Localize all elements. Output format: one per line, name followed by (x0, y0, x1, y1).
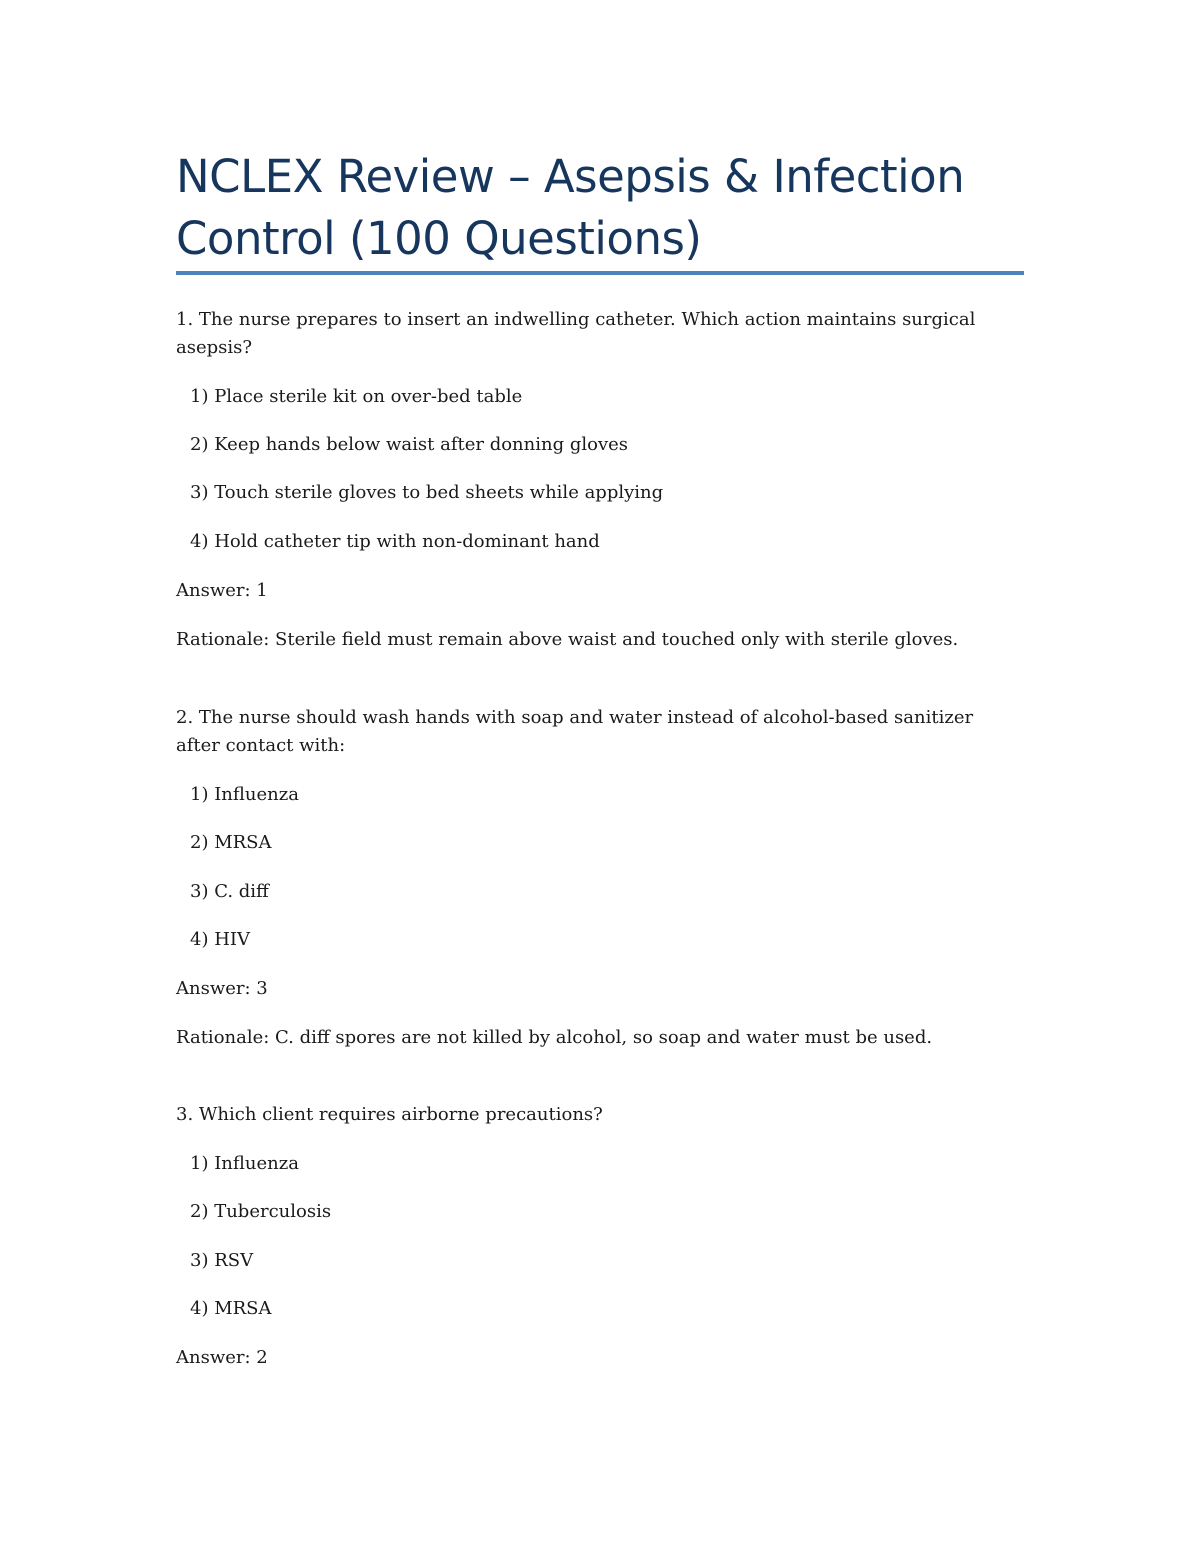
answer-option: 2) Keep hands below waist after donning gloves (190, 434, 629, 455)
answer-key: Answer: 1 (176, 580, 268, 601)
answer-option: 1) Influenza (190, 784, 299, 805)
answer-option: 3) Touch sterile gloves to bed sheets while applying (190, 482, 664, 503)
question-stem: 3. Which client requires airborne precautions? (176, 1104, 603, 1125)
answer-option: 3) C. diff (190, 881, 269, 902)
answer-key: Answer: 2 (176, 1347, 268, 1368)
answer-option: 3) RSV (190, 1250, 254, 1271)
answer-option: 4) MRSA (190, 1298, 272, 1319)
question-stem: 1. The nurse prepares to insert an indwelling catheter. Which action maintains surgical asepsis? (176, 309, 976, 358)
answer-option: 2) Tuberculosis (190, 1201, 332, 1222)
answer-option: 1) Influenza (190, 1153, 299, 1174)
answer-option: 1) Place sterile kit on over-bed table (190, 386, 523, 407)
answer-option: 2) MRSA (190, 832, 272, 853)
rationale-text: Rationale: C. diff spores are not killed by alcohol, so soap and water must be used. (176, 1027, 933, 1048)
answer-key: Answer: 3 (176, 978, 268, 999)
answer-option: 4) HIV (190, 929, 251, 950)
title-underline (176, 271, 1024, 275)
answer-option: 4) Hold catheter tip with non-dominant hand (190, 531, 600, 552)
question-stem: 2. The nurse should wash hands with soap and water instead of alcohol-based sanitizer after contact with: (176, 707, 974, 756)
rationale-text: Rationale: Sterile field must remain above waist and touched only with sterile gloves. (176, 629, 959, 650)
document-title: NCLEX Review – Asepsis & Infection Control (100 Questions) (176, 150, 965, 265)
